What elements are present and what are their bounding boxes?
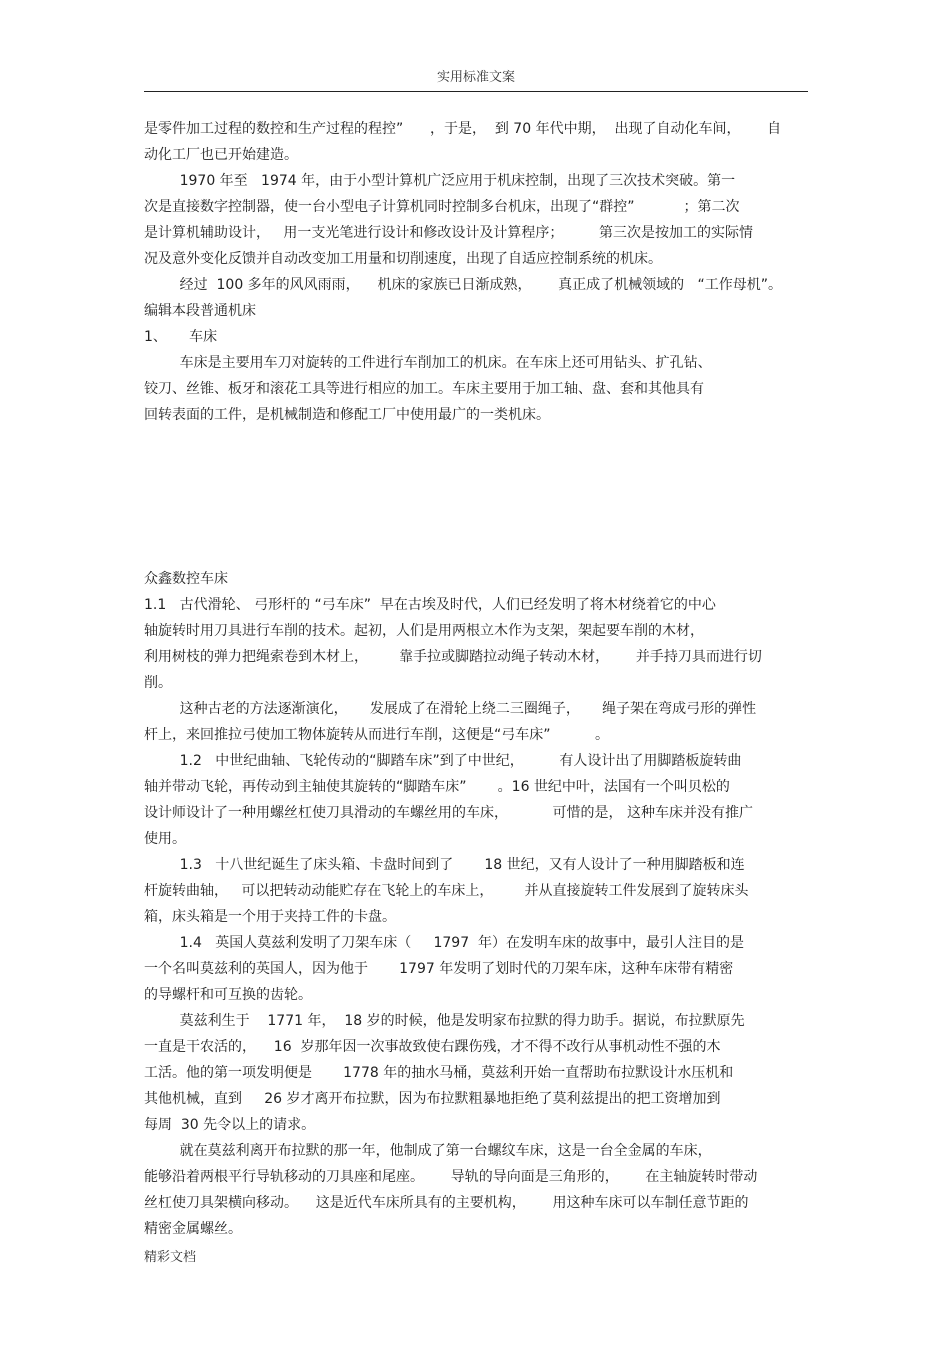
paragraph-line: 其他机械，直到 26 岁才离开布拉默，因为布拉默粗暴地拒绝了莫利兹提出的把工资增加到 (144, 1091, 721, 1107)
section-1 (144, 116, 808, 428)
paragraph-line: 利用树枝的弹力把绳索卷到木材上， 靠手拉或脚踏拉动绳子转动木材， 并手持刀具而进行切 (144, 649, 762, 665)
paragraph-line: 次是直接数字控制器，使一台小型电子计算机同时控制多台机床，出现了“群控” ；第二次 (144, 199, 740, 215)
subsection-heading: 1、 车床 (144, 329, 218, 345)
paragraph-line: 1.4 英国人莫兹利发明了刀架车床（ 1797 年）在发明车床的故事中，最引人注目的是 (144, 935, 744, 951)
section-2 (144, 566, 808, 1242)
header-divider (144, 91, 808, 92)
section-heading: 众鑫数控车床 (144, 571, 228, 587)
paragraph-line: 莫兹利生于 1771 年， 18 岁的时候，他是发明家布拉默的得力助手。据说，布拉默原先 (144, 1013, 745, 1029)
paragraph-line: 使用。 (144, 831, 186, 847)
paragraph-line: 经过 100 多年的风风雨雨， 机床的家族已日渐成熟， 真正成了机械领域的 “工作母机”。 (144, 277, 783, 293)
paragraph-line: 丝杠使刀具架横向移动。 这是近代车床所具有的主要机构， 用这种车床可以车制任意节距的 (144, 1195, 749, 1211)
paragraph-line: 动化工厂也已开始建造。 (144, 147, 298, 163)
paragraph-line: 杆旋转曲轴， 可以把转动动能贮存在飞轮上的车床上， 并从直接旋转工件发展到了旋转床头 (144, 883, 749, 899)
paragraph-line: 是零件加工过程的数控和生产过程的程控” ，于是， 到 70 年代中期， 出现了自动化车间， 自 (144, 121, 782, 137)
paragraph-line: 这种古老的方法逐渐演化， 发展成了在滑轮上绕二三圈绳子， 绳子架在弯成弓形的弹性 (144, 701, 757, 717)
paragraph-line: 设计师设计了一种用螺丝杠使刀具滑动的车螺丝用的车床， 可惜的是， 这种车床并没有推广 (144, 805, 753, 821)
paragraph-line: 箱，床头箱是一个用于夹持工件的卡盘。 (144, 909, 396, 925)
paragraph-line: 就在莫兹利离开布拉默的那一年，他制成了第一台螺纹车床，这是一台全金属的车床， (144, 1143, 712, 1159)
paragraph-line: 杆上，来回推拉弓使加工物体旋转从而进行车削，这便是“弓车床” 。 (144, 727, 610, 743)
section-heading: 编辑本段普通机床 (144, 303, 256, 319)
paragraph-line: 1.1 古代滑轮、 弓形杆的 “弓车床” 早在古埃及时代，人们已经发明了将木材绕着它的中心 (144, 597, 716, 613)
paragraph-line: 是计算机辅助设计， 用一支光笔进行设计和修改设计及计算程序； 第三次是按加工的实际情 (144, 225, 753, 241)
paragraph-line: 车床是主要用车刀对旋转的工件进行车削加工的机床。在车床上还可用钻头、扩孔钻、 (144, 355, 712, 371)
paragraph-line: 轴并带动飞轮，再传动到主轴使其旋转的“脚踏车床” 。16 世纪中叶，法国有一个叫贝松的 (144, 779, 730, 795)
paragraph-line: 轴旋转时用刀具进行车削的技术。起初，人们是用两根立木作为支架，架起要车削的木材， (144, 623, 704, 639)
paragraph-line: 每周 30 先令以上的请求。 (144, 1117, 316, 1133)
paragraph-line: 工活。他的第一项发明便是 1778 年的抽水马桶，莫兹利开始一直帮助布拉默设计水压机和 (144, 1065, 734, 1081)
paragraph-line: 1970 年至 1974 年，由于小型计算机广泛应用于机床控制，出现了三次技术突破。第一 (144, 173, 736, 189)
paragraph-line: 一直是干农活的， 16 岁那年因一次事故致使右踝伤残，才不得不改行从事机动性不强的木 (144, 1039, 721, 1055)
paragraph-line: 能够沿着两根平行导轨移动的刀具座和尾座。 导轨的导向面是三角形的， 在主轴旋转时带动 (144, 1169, 758, 1185)
paragraph-line: 精密金属螺丝。 (144, 1221, 242, 1237)
paragraph-line: 1.3 十八世纪诞生了床头箱、卡盘时间到了 18 世纪，又有人设计了一种用脚踏板和连 (144, 857, 745, 873)
page-footer: 精彩文档 (144, 1250, 197, 1265)
paragraph-line: 况及意外变化反馈并自动改变加工用量和切削速度，出现了自适应控制系统的机床。 (144, 251, 662, 267)
paragraph-line: 1.2 中世纪曲轴、飞轮传动的“脚踏车床”到了中世纪， 有人设计出了用脚踏板旋转曲 (144, 753, 742, 769)
paragraph-line: 铰刀、丝锥、板牙和滚花工具等进行相应的加工。车床主要用于加工轴、盘、套和其他具有 (144, 381, 704, 397)
paragraph-line: 的导螺杆和可互换的齿轮。 (144, 987, 312, 1003)
paragraph-line: 回转表面的工件，是机械制造和修配工厂中使用最广的一类机床。 (144, 407, 550, 423)
paragraph-line: 一个名叫莫兹利的英国人，因为他于 1797 年发明了划时代的刀架车床，这种车床带有精密 (144, 961, 734, 977)
page-header: 实用标准文案 (436, 70, 515, 85)
paragraph-line: 削。 (144, 675, 172, 691)
